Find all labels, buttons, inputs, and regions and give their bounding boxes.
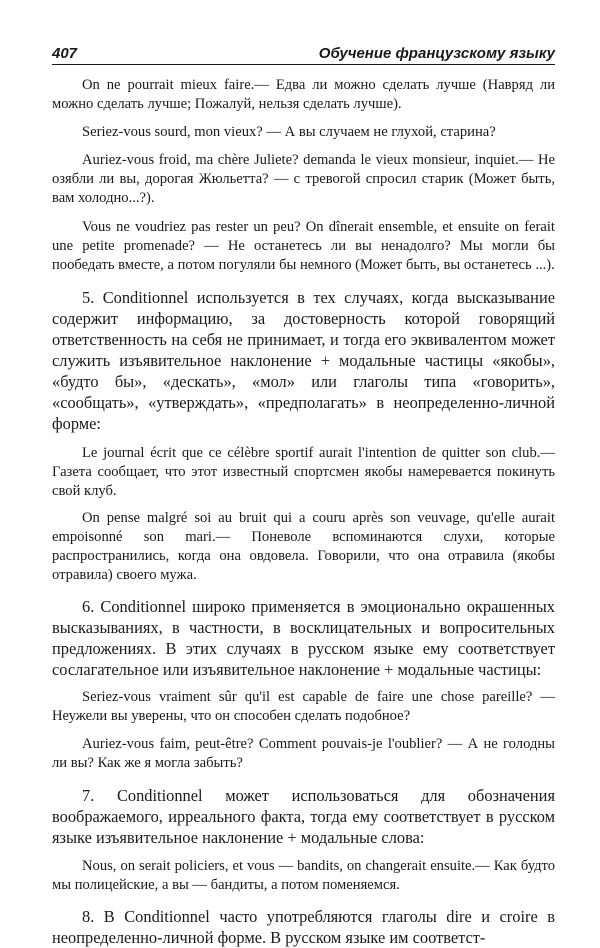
rule-paragraph-8: 8. В Conditionnel часто употребляются глаголы dire и croire в неопределенно-личной форме. В русском языке им соответст- bbox=[52, 907, 555, 947]
rule-paragraph-7: 7. Conditionnel может использоваться для обозначения воображаемого, ирреального факта, тогда ему соответствует в русском языке изъявительное наклонение + модальные слова: bbox=[52, 786, 555, 847]
running-header bbox=[52, 38, 555, 62]
page-body bbox=[52, 70, 555, 948]
example-paragraph: Le journal écrit que ce célèbre sportif aurait l'intention de quitter son club.— Газета сообщает, что этот известный спортсмен якобы намеревается покинуть свой клуб. bbox=[52, 445, 555, 499]
example-paragraph: On ne pourrait mieux faire.— Едва ли можно сделать лучше (Навряд ли можно сделать лучше; Пожалуй, нельзя сделать лучше). bbox=[52, 77, 555, 112]
header-rule bbox=[52, 64, 555, 65]
example-paragraph: Seriez-vous sourd, mon vieux? — А вы случаем не глухой, старина? bbox=[82, 124, 496, 140]
rule-paragraph-6: 6. Conditionnel широко применяется в эмоционально окрашенных высказываниях, в частности, в восклицательных и вопросительных предложениях. В этих случаях в русском языке ему соответствует сослагательное или изъявительное наклонение + модальные частицы: bbox=[52, 597, 555, 679]
rule-paragraph-5: 5. Conditionnel используется в тех случаях, когда высказывание содержит информацию, за достоверность которой говорящий ответственность на себя не принимает, и тогда его эквивалентом может служить изъявительное наклонение + модальные частицы «якобы», «будто бы», «дескать», «мол» или глаголы типа «говорить», «сообщать», «утверждать», «предполагать» в неопределенно-личной форме: bbox=[52, 288, 555, 433]
example-paragraph: Auriez-vous faim, peut-être? Comment pouvais-je l'oublier? — А не голодны ли вы? Как же я могла забыть? bbox=[52, 736, 555, 771]
example-paragraph: Nous, on serait policiers, et vous — bandits, on changerait ensuite.— Как будто мы полицейские, а вы — бандиты, а потом поменяемся. bbox=[52, 858, 555, 893]
example-paragraph: Seriez-vous vraiment sûr qu'il est capable de faire une chose pareille? — Неужели вы уверены, что он способен сделать подобное? bbox=[52, 689, 555, 724]
example-paragraph: Auriez-vous froid, ma chère Juliete? demanda le vieux monsieur, inquiet.— Не озябли ли вы, дорогая Жюльетта? — с тревогой спросил старик (Может быть, вам холодно...?). bbox=[52, 152, 555, 206]
example-paragraph: On pense malgré soi au bruit qui a couru après son veuvage, qu'elle aurait empoisonné son mari.— Поневоле вспоминаются слухи, которые распространились, когда она овдовела. Говорили, что она отравила (якобы отравила) своего мужа. bbox=[52, 510, 555, 583]
running-title: Обучение французскому языку bbox=[318, 45, 555, 62]
page-number: 407 bbox=[52, 45, 78, 62]
example-paragraph: Vous ne voudriez pas rester un peu? On dînerait ensemble, et ensuite on ferait une petite promenade? — Не останетесь ли вы ненадолго? Мы могли бы пообедать вместе, а потом погуляли бы немного (Может быть, вы останетесь ...). bbox=[52, 219, 555, 273]
